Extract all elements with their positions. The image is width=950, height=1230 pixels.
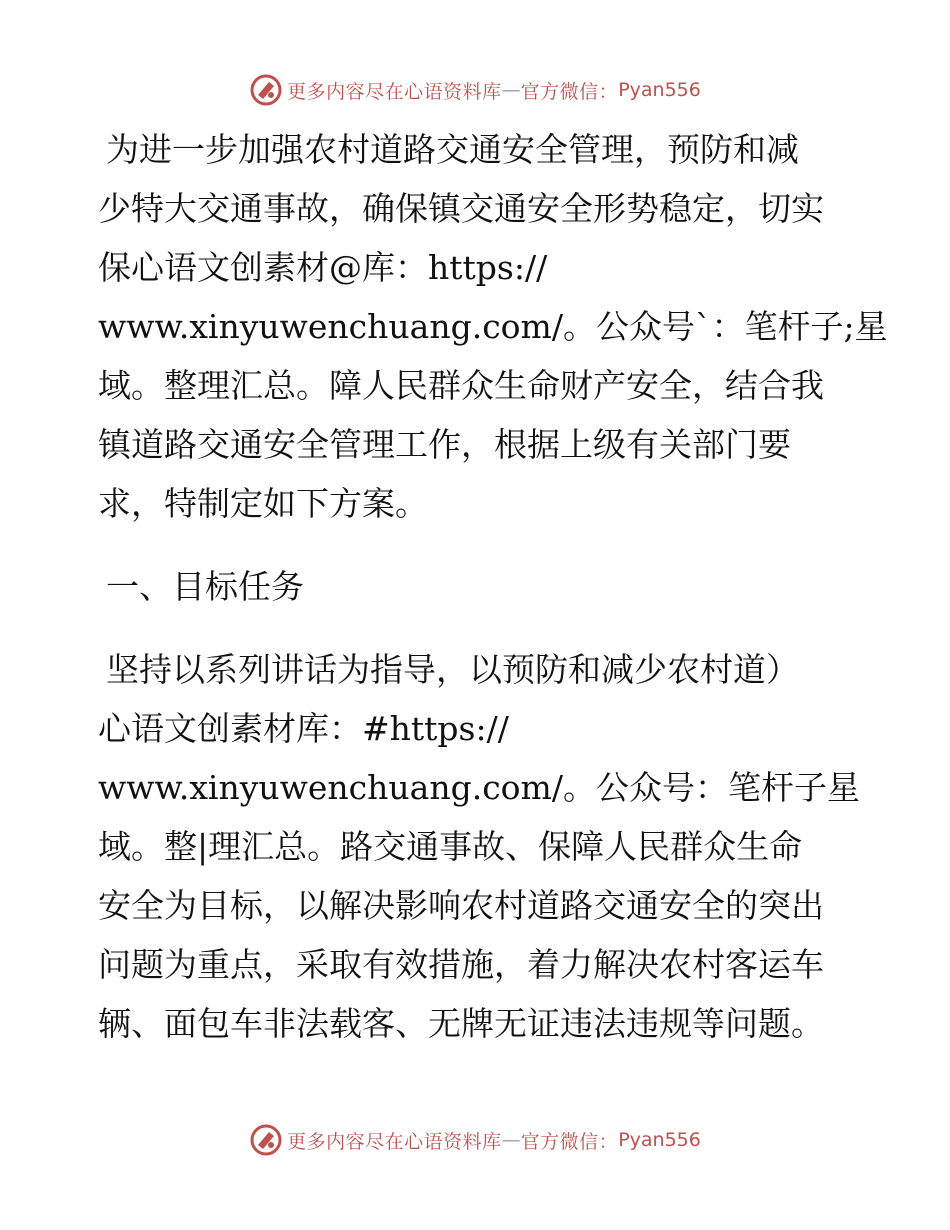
text-line: 域。整|理汇总。路交通事故、保障人民群众生命 [98,827,803,866]
paragraph-intro [98,120,888,533]
text-line: 心语文创素材库：#https:// [98,709,509,748]
text-line: 为进一步加强农村道路交通安全管理，预防和减 [106,130,799,169]
text-line: www.xinyuwenchuang.com/。公众号：笔杆子星 [98,768,860,807]
text-line: 域。整理汇总。障人民群众生命财产安全，结合我 [98,366,824,405]
header-banner [0,70,950,110]
footer-tagline: 更多内容尽在心语资料库 [287,1130,502,1153]
brand-logo-icon [249,73,283,107]
header-wechat-id: Pyan556 [618,79,701,101]
footer-wechat-label: 官方微信： [520,1130,619,1153]
footer-wechat-id: Pyan556 [618,1129,701,1151]
heading-text: 一、目标任务 [106,567,304,606]
header-separator: — [501,79,521,101]
text-line: 问题为重点，采取有效措施，着力解决农村客运车 [98,945,824,984]
header-wechat-label: 官方微信： [520,80,619,103]
paragraph-objectives [98,640,858,1053]
text-line: 辆、面包车非法载客、无牌无证违法违规等问题。 [98,1004,824,1043]
section-heading [98,557,858,616]
document-body [98,120,888,1053]
footer-banner [0,1120,950,1160]
text-line: 少特大交通事故，确保镇交通安全形势稳定，切实 [98,189,824,228]
footer-separator: — [501,1129,521,1151]
text-line: 镇道路交通安全管理工作，根据上级有关部门要 [98,425,791,464]
header-tagline: 更多内容尽在心语资料库 [287,80,502,103]
text-line: 安全为目标，以解决影响农村道路交通安全的突出 [98,886,824,925]
text-line: 求，特制定如下方案。 [98,484,428,523]
text-line: 坚持以系列讲话为指导，以预防和减少农村道） [106,650,799,689]
text-line: 保心语文创素材@库：https:// [98,248,548,287]
text-line: www.xinyuwenchuang.com/。公众号`：笔杆子;星 [98,307,888,346]
brand-logo-icon [249,1123,283,1157]
